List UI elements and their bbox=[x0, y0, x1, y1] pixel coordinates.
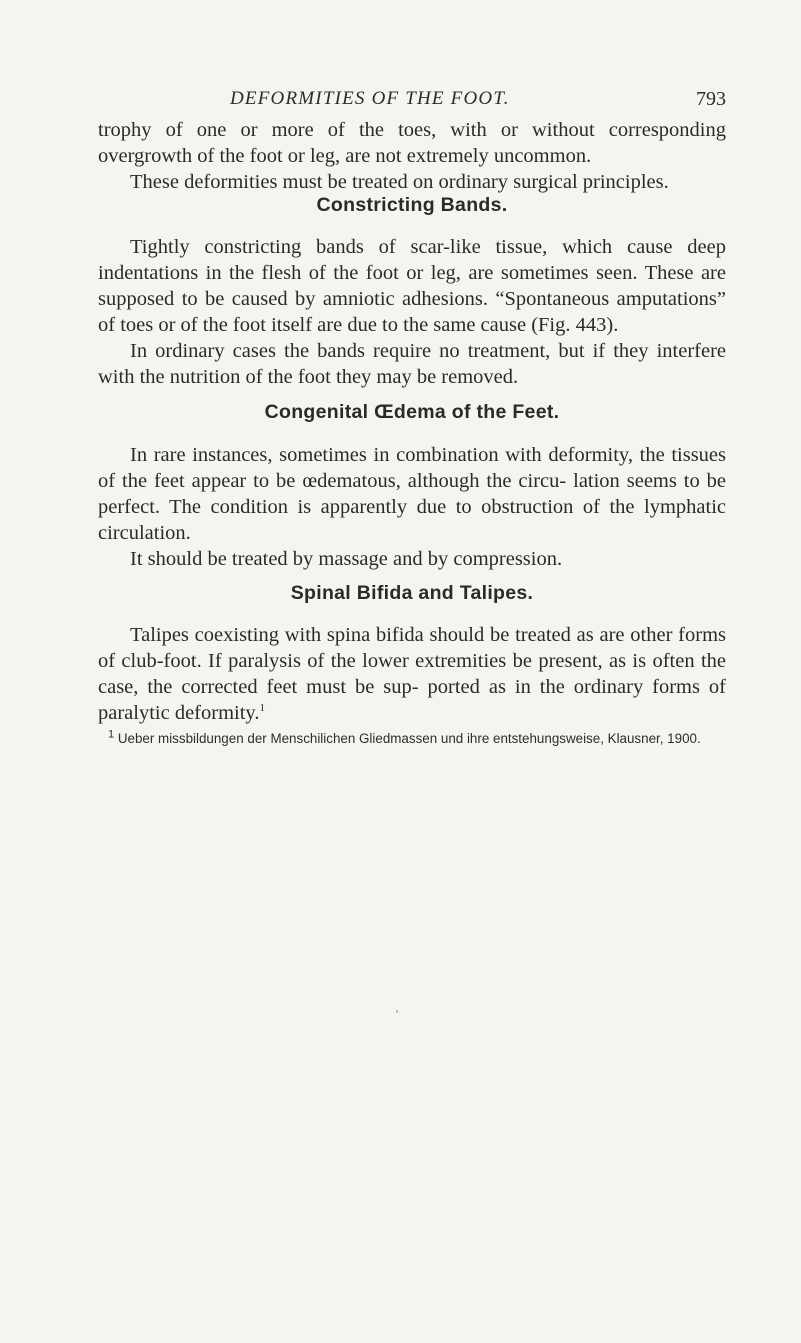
section-text bbox=[98, 442, 726, 572]
paragraph-text: Talipes coexisting with spina bifida should be treated as are other forms of club-foot. If paralysis of the lower extremities be present, as is often the case, the corrected feet must be sup- ported as in the ordinary forms of paralytic deformity. bbox=[98, 624, 726, 724]
page-number: 793 bbox=[696, 88, 726, 110]
footnote bbox=[98, 730, 726, 747]
paragraph: trophy of one or more of the toes, with or without corresponding overgrowth of the foot or leg, are not extremely uncommon. bbox=[98, 119, 726, 167]
section-text bbox=[98, 234, 726, 390]
footnote-marker: 1 bbox=[108, 728, 115, 741]
section-heading: Constricting Bands. bbox=[316, 194, 508, 216]
section-text bbox=[98, 622, 726, 726]
footnote-text bbox=[98, 730, 726, 747]
section-heading: Spinal Bifida and Talipes. bbox=[290, 582, 534, 604]
paragraph bbox=[98, 622, 726, 726]
footnote-body: Ueber missbildungen der Menschilichen Gliedmassen und ihre entstehungsweise, Klausner, 1900. bbox=[117, 731, 701, 746]
section-heading: Congenital Œdema of the Feet. bbox=[264, 401, 560, 423]
paragraph: Tightly constricting bands of scar-like tissue, which cause deep indentations in the flesh of the foot or leg, are sometimes seen. These are supposed to be caused by amniotic adhesions. “Spontaneous amputations” of toes or of the foot itself are due to the same cause (Fig. 443). bbox=[98, 236, 726, 336]
running-head bbox=[0, 78, 801, 112]
running-title: DEFORMITIES OF THE FOOT. bbox=[230, 88, 510, 109]
paragraph: These deformities must be treated on ordinary surgical principles. bbox=[130, 171, 669, 193]
paper-speck bbox=[396, 1010, 398, 1013]
footnote-reference: 1 bbox=[259, 702, 265, 715]
paragraph: It should be treated by massage and by compression. bbox=[130, 548, 563, 570]
opening-text bbox=[98, 117, 726, 195]
paragraph: In rare instances, sometimes in combination with deformity, the tissues of the feet appear to be œdematous, although the circu- lation seems to be perfect. The condition is apparently due to obstruction of the lymphatic circulation. bbox=[98, 444, 726, 544]
paragraph: In ordinary cases the bands require no treatment, but if they interfere with the nutrition of the foot they may be removed. bbox=[98, 340, 726, 388]
